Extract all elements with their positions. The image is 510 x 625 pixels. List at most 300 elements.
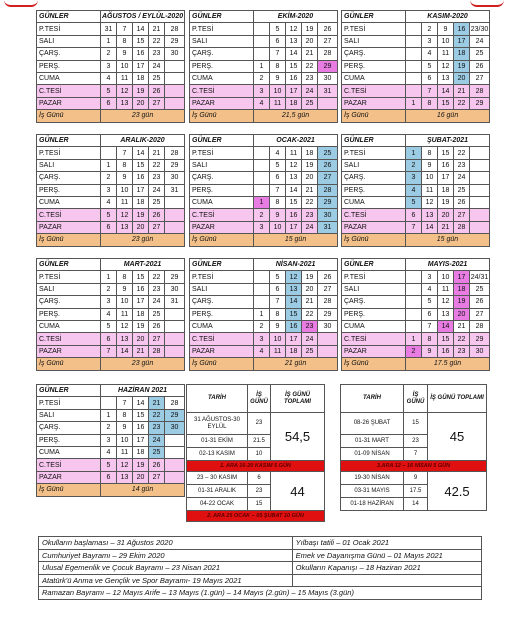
date-cell: 8 bbox=[270, 60, 286, 72]
date-cell: 23 bbox=[302, 320, 318, 332]
date-cell bbox=[165, 196, 185, 208]
note-national-sovereignty-day: Ulusal Egemenlik ve Çocuk Bayramı – 23 Nisan 2021 bbox=[39, 562, 293, 575]
date-cell: 8 bbox=[117, 159, 133, 171]
date-cell: 21 bbox=[438, 221, 454, 233]
summary-days: 23 bbox=[248, 413, 271, 435]
date-cell: 10 bbox=[422, 172, 438, 184]
top-left-emblem-arc bbox=[4, 0, 38, 7]
workday-count: 23 gün bbox=[101, 110, 185, 122]
date-cell bbox=[470, 159, 490, 171]
date-cell: 24 bbox=[470, 35, 490, 47]
weekday-label: PERŞ. bbox=[190, 60, 254, 72]
date-cell: 27 bbox=[470, 72, 490, 84]
weekday-label: SALI bbox=[190, 35, 254, 47]
date-cell: 28 bbox=[165, 23, 185, 35]
date-cell: 15 bbox=[133, 159, 149, 171]
note-new-year: Yılbaşı tatili – 01 Ocak 2021 bbox=[292, 537, 481, 550]
weekday-label: PERŞ. bbox=[342, 184, 406, 196]
date-cell: 10 bbox=[117, 184, 133, 196]
date-cell: 20 bbox=[302, 172, 318, 184]
date-cell: 5 bbox=[101, 85, 117, 97]
date-cell bbox=[406, 283, 422, 295]
workday-label: İş Günü bbox=[37, 110, 101, 122]
date-cell: 18 bbox=[133, 72, 149, 84]
date-cell bbox=[470, 172, 490, 184]
date-cell: 12 bbox=[286, 271, 302, 283]
date-cell: 2 bbox=[254, 72, 270, 84]
weekday-label: CUMA bbox=[342, 196, 406, 208]
date-cell: 5 bbox=[406, 196, 422, 208]
date-cell: 20 bbox=[302, 283, 318, 295]
date-cell: 11 bbox=[422, 184, 438, 196]
date-cell: 14 bbox=[133, 397, 149, 409]
date-cell: 30 bbox=[318, 320, 338, 332]
date-cell: 28 bbox=[318, 296, 338, 308]
date-cell bbox=[406, 296, 422, 308]
summary-date: 23 – 30 KASIM bbox=[187, 472, 248, 485]
date-cell: 27 bbox=[318, 172, 338, 184]
date-cell: 1 bbox=[406, 333, 422, 345]
date-cell: 12 bbox=[117, 209, 133, 221]
weekday-label: SALI bbox=[37, 159, 101, 171]
date-cell: 7 bbox=[117, 147, 133, 159]
date-cell bbox=[406, 35, 422, 47]
month-calendar bbox=[189, 10, 338, 123]
date-cell: 5 bbox=[270, 159, 286, 171]
date-cell bbox=[254, 35, 270, 47]
date-cell: 23 bbox=[302, 72, 318, 84]
summary-days: 15 bbox=[404, 413, 428, 435]
date-cell: 16 bbox=[286, 72, 302, 84]
date-cell: 24 bbox=[454, 172, 470, 184]
month-calendar bbox=[341, 134, 490, 247]
date-cell: 31 bbox=[318, 221, 338, 233]
date-cell: 1 bbox=[406, 147, 422, 159]
weekday-label: SALI bbox=[190, 283, 254, 295]
days-header: GÜNLER bbox=[37, 385, 101, 397]
month-title: OCAK-2021 bbox=[254, 135, 338, 147]
date-cell: 17 bbox=[286, 85, 302, 97]
weekday-label: ÇARŞ. bbox=[37, 422, 101, 434]
weekday-label: PAZAR bbox=[190, 221, 254, 233]
date-cell: 4 bbox=[254, 345, 270, 357]
date-cell: 6 bbox=[422, 308, 438, 320]
date-cell: 1 bbox=[254, 196, 270, 208]
weekday-label: SALI bbox=[342, 283, 406, 295]
date-cell: 10 bbox=[438, 35, 454, 47]
workday-count: 15 gün bbox=[406, 234, 490, 246]
date-cell: 21 bbox=[454, 85, 470, 97]
date-cell: 22 bbox=[149, 159, 165, 171]
date-cell: 11 bbox=[117, 196, 133, 208]
date-cell: 23 bbox=[149, 172, 165, 184]
summary-header-total: İŞ GÜNÜ TOPLAMI bbox=[428, 385, 487, 413]
date-cell: 28 bbox=[470, 320, 490, 332]
date-cell: 30 bbox=[470, 345, 490, 357]
date-cell: 11 bbox=[438, 48, 454, 60]
date-cell: 11 bbox=[117, 72, 133, 84]
date-cell: 3 bbox=[254, 85, 270, 97]
date-cell: 26 bbox=[454, 196, 470, 208]
date-cell: 7 bbox=[422, 85, 438, 97]
date-cell bbox=[165, 308, 185, 320]
date-cell: 25 bbox=[318, 147, 338, 159]
date-cell: 5 bbox=[101, 320, 117, 332]
summary-days: 23 bbox=[248, 485, 271, 498]
date-cell: 6 bbox=[101, 97, 117, 109]
weekday-label: PAZAR bbox=[37, 221, 101, 233]
weekday-label: ÇARŞ. bbox=[190, 172, 254, 184]
weekday-label: PAZAR bbox=[342, 345, 406, 357]
date-cell bbox=[165, 459, 185, 471]
date-cell bbox=[406, 48, 422, 60]
weekday-label: ÇARŞ. bbox=[342, 48, 406, 60]
date-cell: 16 bbox=[133, 172, 149, 184]
date-cell: 3 bbox=[101, 296, 117, 308]
date-cell bbox=[165, 97, 185, 109]
date-cell: 21 bbox=[302, 184, 318, 196]
date-cell: 25 bbox=[302, 97, 318, 109]
date-cell: 31 bbox=[165, 296, 185, 308]
date-cell bbox=[406, 320, 422, 332]
date-cell bbox=[165, 320, 185, 332]
summary-date: 01-31 ARALIK bbox=[187, 485, 248, 498]
date-cell: 4 bbox=[101, 446, 117, 458]
date-cell: 1 bbox=[101, 35, 117, 47]
weekday-label: SALI bbox=[37, 283, 101, 295]
summary-table-second-term bbox=[340, 384, 487, 511]
date-cell: 27 bbox=[149, 471, 165, 483]
date-cell: 1 bbox=[406, 97, 422, 109]
date-cell bbox=[470, 196, 490, 208]
date-cell: 8 bbox=[422, 333, 438, 345]
date-cell: 18 bbox=[454, 48, 470, 60]
date-cell: 1 bbox=[101, 271, 117, 283]
date-cell bbox=[406, 85, 422, 97]
date-cell: 20 bbox=[302, 35, 318, 47]
month-title: ŞUBAT-2021 bbox=[406, 135, 490, 147]
date-cell: 29 bbox=[165, 409, 185, 421]
date-cell: 8 bbox=[422, 147, 438, 159]
weekday-label: P.TESİ bbox=[37, 271, 101, 283]
date-cell: 23 bbox=[149, 283, 165, 295]
date-cell: 22 bbox=[302, 308, 318, 320]
date-cell: 4 bbox=[406, 184, 422, 196]
weekday-label: P.TESİ bbox=[190, 147, 254, 159]
workday-label: İş Günü bbox=[342, 110, 406, 122]
date-cell: 23 bbox=[302, 209, 318, 221]
date-cell bbox=[406, 308, 422, 320]
date-cell bbox=[406, 60, 422, 72]
date-cell: 13 bbox=[117, 221, 133, 233]
weekday-label: CUMA bbox=[37, 196, 101, 208]
date-cell: 2 bbox=[254, 320, 270, 332]
date-cell: 15 bbox=[438, 147, 454, 159]
date-cell: 8 bbox=[117, 271, 133, 283]
weekday-label: P.TESİ bbox=[342, 23, 406, 35]
break-period-bar: 1. ARA 16-20 KASIM 5 GÜN bbox=[187, 461, 325, 472]
date-cell: 14 bbox=[133, 23, 149, 35]
date-cell: 4 bbox=[270, 147, 286, 159]
date-cell: 16 bbox=[454, 23, 470, 35]
date-cell: 4 bbox=[101, 72, 117, 84]
date-cell: 26 bbox=[318, 23, 338, 35]
date-cell: 25 bbox=[454, 184, 470, 196]
days-header: GÜNLER bbox=[190, 11, 254, 23]
workday-label: İş Günü bbox=[342, 234, 406, 246]
date-cell: 18 bbox=[302, 147, 318, 159]
date-cell bbox=[165, 434, 185, 446]
date-cell: 25 bbox=[149, 446, 165, 458]
date-cell: 21 bbox=[302, 48, 318, 60]
workday-count: 15 gün bbox=[254, 234, 338, 246]
date-cell: 14 bbox=[438, 85, 454, 97]
date-cell bbox=[165, 209, 185, 221]
date-cell: 26 bbox=[318, 271, 338, 283]
summary-days: 10 bbox=[248, 448, 271, 461]
date-cell: 23/30 bbox=[470, 23, 490, 35]
date-cell: 8 bbox=[422, 97, 438, 109]
date-cell: 6 bbox=[406, 209, 422, 221]
date-cell bbox=[318, 345, 338, 357]
date-cell: 11 bbox=[286, 147, 302, 159]
date-cell: 4 bbox=[254, 97, 270, 109]
date-cell bbox=[165, 471, 185, 483]
weekday-label: ÇARŞ. bbox=[190, 296, 254, 308]
date-cell: 7 bbox=[270, 296, 286, 308]
weekday-label: ÇARŞ. bbox=[342, 296, 406, 308]
date-cell: 13 bbox=[438, 308, 454, 320]
date-cell: 1 bbox=[254, 60, 270, 72]
note-school-start: Okulların başlaması – 31 Ağustos 2020 bbox=[39, 537, 293, 550]
date-cell: 4 bbox=[422, 48, 438, 60]
date-cell: 2 bbox=[101, 283, 117, 295]
date-cell: 13 bbox=[117, 471, 133, 483]
date-cell: 27 bbox=[318, 35, 338, 47]
weekday-label: ÇARŞ. bbox=[37, 296, 101, 308]
workday-label: İş Günü bbox=[190, 110, 254, 122]
date-cell: 3 bbox=[422, 35, 438, 47]
date-cell: 15 bbox=[286, 60, 302, 72]
weekday-label: PERŞ. bbox=[190, 184, 254, 196]
date-cell bbox=[254, 48, 270, 60]
date-cell: 29 bbox=[470, 333, 490, 345]
date-cell bbox=[254, 159, 270, 171]
date-cell: 28 bbox=[318, 48, 338, 60]
date-cell: 11 bbox=[270, 97, 286, 109]
date-cell: 17 bbox=[454, 35, 470, 47]
weekday-label: P.TESİ bbox=[37, 397, 101, 409]
weekday-label: PAZAR bbox=[37, 97, 101, 109]
weekday-label: ÇARŞ. bbox=[37, 48, 101, 60]
date-cell: 29 bbox=[165, 159, 185, 171]
date-cell: 22 bbox=[454, 97, 470, 109]
date-cell: 5 bbox=[422, 296, 438, 308]
month-title: MAYIS-2021 bbox=[406, 259, 490, 271]
weekday-label: CUMA bbox=[342, 72, 406, 84]
date-cell: 21 bbox=[133, 345, 149, 357]
weekday-label: PERŞ. bbox=[37, 60, 101, 72]
summary-days: 21.5 bbox=[248, 435, 271, 448]
weekday-label: C.TESİ bbox=[37, 85, 101, 97]
date-cell: 22 bbox=[149, 271, 165, 283]
date-cell: 30 bbox=[318, 209, 338, 221]
days-header: GÜNLER bbox=[190, 135, 254, 147]
date-cell: 15 bbox=[438, 333, 454, 345]
date-cell: 16 bbox=[438, 159, 454, 171]
date-cell: 4 bbox=[101, 196, 117, 208]
date-cell: 25 bbox=[470, 48, 490, 60]
weekday-label: CUMA bbox=[37, 320, 101, 332]
summary-header-workdays: İŞ GÜNÜ bbox=[404, 385, 428, 413]
date-cell: 9 bbox=[270, 320, 286, 332]
date-cell: 18 bbox=[133, 308, 149, 320]
date-cell: 26 bbox=[318, 159, 338, 171]
workday-label: İş Günü bbox=[37, 358, 101, 370]
month-calendar bbox=[36, 134, 185, 247]
date-cell: 14 bbox=[286, 296, 302, 308]
date-cell: 2 bbox=[101, 48, 117, 60]
weekday-label: P.TESİ bbox=[190, 271, 254, 283]
date-cell: 9 bbox=[117, 48, 133, 60]
summary-total: 44 bbox=[271, 472, 325, 511]
date-cell: 11 bbox=[270, 345, 286, 357]
date-cell: 8 bbox=[270, 196, 286, 208]
date-cell: 10 bbox=[117, 434, 133, 446]
date-cell: 17 bbox=[454, 271, 470, 283]
month-title: KASIM-2020 bbox=[406, 11, 490, 23]
date-cell: 29 bbox=[165, 271, 185, 283]
date-cell: 19 bbox=[133, 85, 149, 97]
workday-count: 16 gün bbox=[406, 110, 490, 122]
date-cell: 18 bbox=[438, 184, 454, 196]
date-cell: 20 bbox=[133, 333, 149, 345]
date-cell: 29 bbox=[318, 60, 338, 72]
date-cell: 3 bbox=[422, 271, 438, 283]
date-cell: 2 bbox=[422, 23, 438, 35]
days-header: GÜNLER bbox=[37, 259, 101, 271]
date-cell bbox=[254, 147, 270, 159]
date-cell: 19 bbox=[133, 209, 149, 221]
date-cell bbox=[101, 397, 117, 409]
date-cell: 12 bbox=[438, 60, 454, 72]
weekday-label: P.TESİ bbox=[37, 23, 101, 35]
weekday-label: C.TESİ bbox=[342, 333, 406, 345]
date-cell: 1 bbox=[101, 159, 117, 171]
date-cell: 18 bbox=[454, 283, 470, 295]
date-cell: 13 bbox=[422, 209, 438, 221]
date-cell bbox=[165, 85, 185, 97]
summary-days: 23 bbox=[404, 435, 428, 448]
weekday-label: SALI bbox=[342, 159, 406, 171]
month-title: HAZİRAN 2021 bbox=[101, 385, 185, 397]
date-cell: 28 bbox=[165, 397, 185, 409]
date-cell: 27 bbox=[470, 308, 490, 320]
date-cell: 20 bbox=[133, 221, 149, 233]
date-cell: 26 bbox=[149, 320, 165, 332]
weekday-label: CUMA bbox=[37, 72, 101, 84]
date-cell: 10 bbox=[270, 221, 286, 233]
weekday-label: PAZAR bbox=[190, 345, 254, 357]
weekday-label: C.TESİ bbox=[37, 333, 101, 345]
date-cell: 30 bbox=[165, 172, 185, 184]
date-cell: 6 bbox=[101, 333, 117, 345]
summary-days: 9 bbox=[404, 472, 428, 485]
month-title: EKİM-2020 bbox=[254, 11, 338, 23]
date-cell: 18 bbox=[133, 196, 149, 208]
date-cell bbox=[254, 172, 270, 184]
date-cell: 24 bbox=[302, 221, 318, 233]
date-cell: 25 bbox=[149, 308, 165, 320]
date-cell: 25 bbox=[470, 283, 490, 295]
weekday-label: SALI bbox=[37, 409, 101, 421]
date-cell: 1 bbox=[101, 409, 117, 421]
date-cell: 12 bbox=[117, 85, 133, 97]
workday-count: 17.5 gün bbox=[406, 358, 490, 370]
date-cell bbox=[254, 23, 270, 35]
days-header: GÜNLER bbox=[37, 135, 101, 147]
date-cell: 3 bbox=[101, 60, 117, 72]
weekday-label: ÇARŞ. bbox=[190, 48, 254, 60]
date-cell: 18 bbox=[286, 345, 302, 357]
date-cell: 7 bbox=[101, 345, 117, 357]
date-cell: 21 bbox=[454, 320, 470, 332]
date-cell: 6 bbox=[270, 35, 286, 47]
date-cell: 22 bbox=[454, 147, 470, 159]
date-cell: 9 bbox=[117, 422, 133, 434]
date-cell: 22 bbox=[302, 60, 318, 72]
note-school-closing: Okulların Kapanışı – 18 Haziran 2021 bbox=[292, 562, 481, 575]
days-header: GÜNLER bbox=[190, 259, 254, 271]
date-cell: 5 bbox=[270, 23, 286, 35]
summary-date: 31 AĞUSTOS-30 EYLÜL bbox=[187, 413, 248, 435]
workday-label: İş Günü bbox=[342, 358, 406, 370]
date-cell: 5 bbox=[101, 209, 117, 221]
summary-total: 42.5 bbox=[428, 472, 487, 511]
month-title: NİSAN-2021 bbox=[254, 259, 338, 271]
summary-total: 45 bbox=[428, 413, 487, 461]
date-cell: 30 bbox=[165, 422, 185, 434]
date-cell: 24 bbox=[149, 434, 165, 446]
date-cell: 23 bbox=[149, 422, 165, 434]
date-cell: 28 bbox=[165, 147, 185, 159]
date-cell: 11 bbox=[117, 308, 133, 320]
date-cell bbox=[165, 60, 185, 72]
date-cell: 13 bbox=[117, 333, 133, 345]
weekday-label: ÇARŞ. bbox=[342, 172, 406, 184]
date-cell: 6 bbox=[101, 221, 117, 233]
date-cell: 20 bbox=[133, 471, 149, 483]
summary-date: 01-31 MART bbox=[341, 435, 404, 448]
weekday-label: CUMA bbox=[342, 320, 406, 332]
date-cell: 16 bbox=[286, 209, 302, 221]
date-cell: 15 bbox=[286, 308, 302, 320]
weekday-label: C.TESİ bbox=[190, 333, 254, 345]
summary-days: 6 bbox=[248, 472, 271, 485]
date-cell bbox=[406, 72, 422, 84]
summary-date: 19-30 NİSAN bbox=[341, 472, 404, 485]
date-cell: 20 bbox=[454, 308, 470, 320]
date-cell: 17 bbox=[286, 221, 302, 233]
summary-date: 08-26 ŞUBAT bbox=[341, 413, 404, 435]
date-cell: 14 bbox=[117, 345, 133, 357]
date-cell: 21 bbox=[149, 147, 165, 159]
date-cell: 19 bbox=[133, 459, 149, 471]
date-cell: 19 bbox=[302, 23, 318, 35]
date-cell: 16 bbox=[438, 345, 454, 357]
date-cell: 31 bbox=[101, 23, 117, 35]
summary-total: 54,5 bbox=[271, 413, 325, 461]
